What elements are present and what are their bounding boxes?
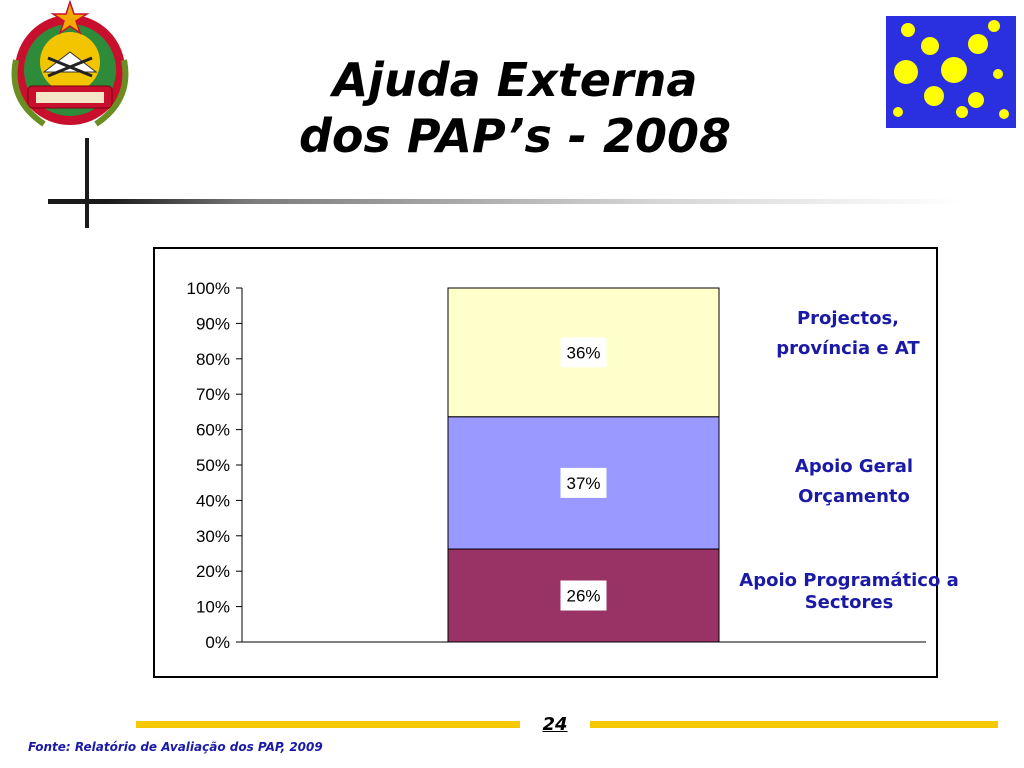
legend-projectos (748, 304, 948, 364)
legend-apoio-geral (754, 452, 954, 512)
y-tick-label: 60% (195, 420, 230, 440)
data-label-0: 26% (566, 586, 601, 606)
footer-rule-right (590, 721, 998, 728)
y-tick-label: 40% (195, 491, 230, 511)
dots-logo (886, 16, 1016, 128)
footer-rule-left (136, 721, 520, 728)
y-tick-label: 30% (195, 526, 230, 546)
legend-geral-line2: Orçamento (798, 486, 910, 507)
title-line-2: dos PAP’s - 2008 (298, 109, 731, 163)
y-tick-label: 80% (195, 349, 230, 369)
decor-vertical-rule (85, 138, 89, 228)
page-title (230, 52, 800, 164)
decor-horizontal-rule (48, 199, 963, 204)
source-note: Fonte: Relatório de Avaliação dos PAP, 2009 (28, 740, 323, 754)
legend-projectos-line1: Projectos, (796, 308, 899, 329)
y-tick-label: 100% (186, 279, 230, 298)
coat-of-arms-emblem (4, 0, 136, 134)
legend-projectos-line2: província e AT (776, 338, 920, 359)
legend-programatico-line2: Sectores (804, 592, 894, 613)
data-label-1: 37% (566, 473, 601, 493)
title-line-1: Ajuda Externa (332, 53, 698, 107)
y-tick-label: 10% (195, 597, 230, 617)
legend-apoio-programatico (718, 570, 980, 614)
y-tick-label: 90% (195, 314, 230, 334)
data-label-2: 36% (566, 343, 601, 363)
legend-programatico-line1: Apoio Programático a (739, 570, 959, 591)
y-tick-label: 50% (195, 456, 230, 475)
y-tick-label: 0% (205, 633, 230, 652)
legend-geral-line1: Apoio Geral (794, 456, 914, 477)
y-tick-label: 20% (195, 562, 230, 582)
y-tick-label: 70% (195, 385, 230, 405)
page-number: 24 (542, 714, 568, 735)
